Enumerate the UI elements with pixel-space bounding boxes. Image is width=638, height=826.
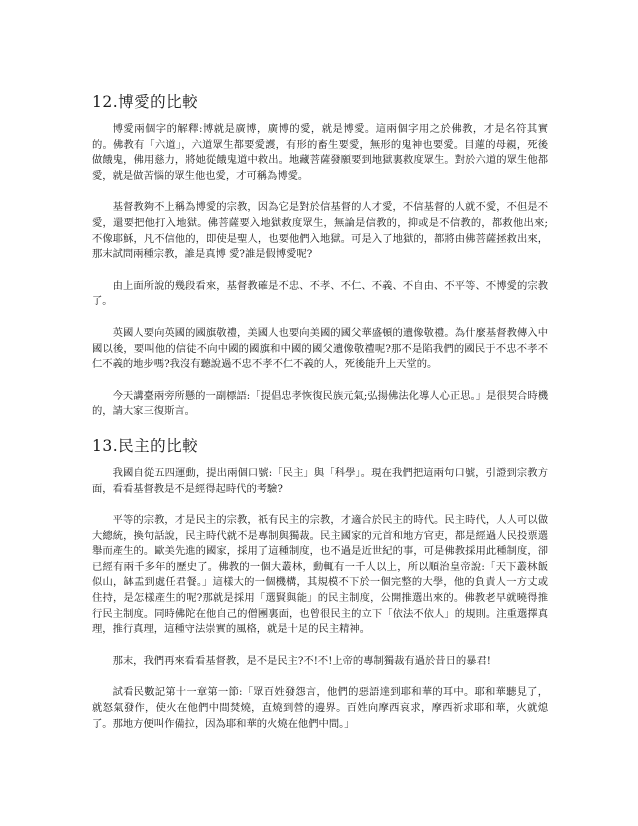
- section-fraternity: [92, 92, 548, 420]
- paragraph: 英國人要向英國的國旗敬禮，美國人也要向美國的國父華盛頓的遺像敬禮。為什麼基督教傳入中國以後，要叫他的信徒不向中國的國旗和中國的國父遺像敬禮呢?那不是陷我們的國民于不忠不孝不仁不義的地步嗎?我沒有聽說過不忠不孝不仁不義的人，死後能升上天堂的。: [92, 326, 548, 371]
- paragraph: 試看民數記第十一章第一節:「眾百姓發怨言，他們的惡語達到耶和華的耳中。耶和華聽見了，就怒氣發作，使火在他們中間焚燒，直燒到營的邊界。百姓向摩西哀求，摩西祈求耶和華，火就熄了。那地方便叫作備拉，因為耶和華的火燒在他們中間。」: [92, 686, 548, 730]
- paragraph: 基督教夠不上稱為博愛的宗教，因為它是對於信基督的人才愛，不信基督的人就不愛，不但是不愛，還要把他打入地獄。佛菩薩要入地獄救度眾生，無論是信教的，抑或是不信教的，都救他出來;不像耶穌，凡不信他的，即使是聖人，也要他們入地獄。可是入了地獄的，都將由佛菩薩拯救出來，那末試問兩種宗教，誰是真博 愛?誰是假博愛呢?: [92, 201, 548, 261]
- section-title: 12.博愛的比較: [92, 93, 199, 111]
- paragraph: 由上面所說的幾段看來，基督教確是不忠、不孝、不仁、不義、不自由、不平等、不博愛的宗教了。: [92, 279, 548, 308]
- paragraph: 博愛兩個字的解釋:博就是廣博，廣博的愛，就是博愛。這兩個字用之於佛教，才是名符其實的。佛教有「六道」，六道眾生都要愛護，有形的畜生要愛，無形的鬼神也要愛。目蓮的母親，死後做餓鬼，佛用慈力，將她從餓鬼道中救出。地藏菩薩發願要到地獄裏救度眾生。對於六道的眾生他都愛，就是做苦惱的眾生他也愛，才可稱為博愛。: [92, 123, 548, 182]
- document-body: [92, 92, 548, 748]
- paragraph: 今天講臺兩旁所懸的一副標語:「提倡忠孝恢復民族元氣;弘揚佛法化導人心正思。」是很契合時機的，請大家三復斯言。: [92, 389, 548, 418]
- section-democracy: [92, 436, 548, 732]
- paragraph: 平等的宗教，才是民主的宗教，祇有民主的宗教，才適合於民主的時代。民主時代，人人可以做大總統，換句話說，民主時代就不是專制與獨裁。民主國家的元首和地方官吏，都是經過人民投票選舉而產生的。歐美先進的國家，採用了這種制度，也不過是近世紀的事，可是佛教採用此種制度，卻已經有兩千多年的歷史了。佛教的一個大叢林，動輒有一千人以上，所以順治皇帝說:「天下叢林飯似山，缽盂到處任君餐。」這樣大的一個機構，其規模不下於一個完整的大學，他的負責人一方丈或住持，是怎樣產生的呢?那就是採用「選賢與能」的民主制度，公開推選出來的。佛教老早就曉得推行民主制度。同時佛陀在他自己的僧團裏面，也曾很民主的立下「依法不依人」的規則。注重選擇真理，推行真理，這種守法崇實的風格，就是十足的民主精神。: [92, 514, 548, 636]
- paragraph: 我國自從五四運動，提出兩個口號:「民主」與「科學」。現在我們把這兩句口號，引證到宗教方面，看看基督教是不是經得起時代的考驗?: [92, 466, 548, 495]
- section-title: 13.民主的比較: [92, 436, 199, 455]
- paragraph: 那末，我們再來看看基督教，是不是民主?不!不!上帝的專制獨裁有過於昔日的暴君!: [112, 654, 491, 667]
